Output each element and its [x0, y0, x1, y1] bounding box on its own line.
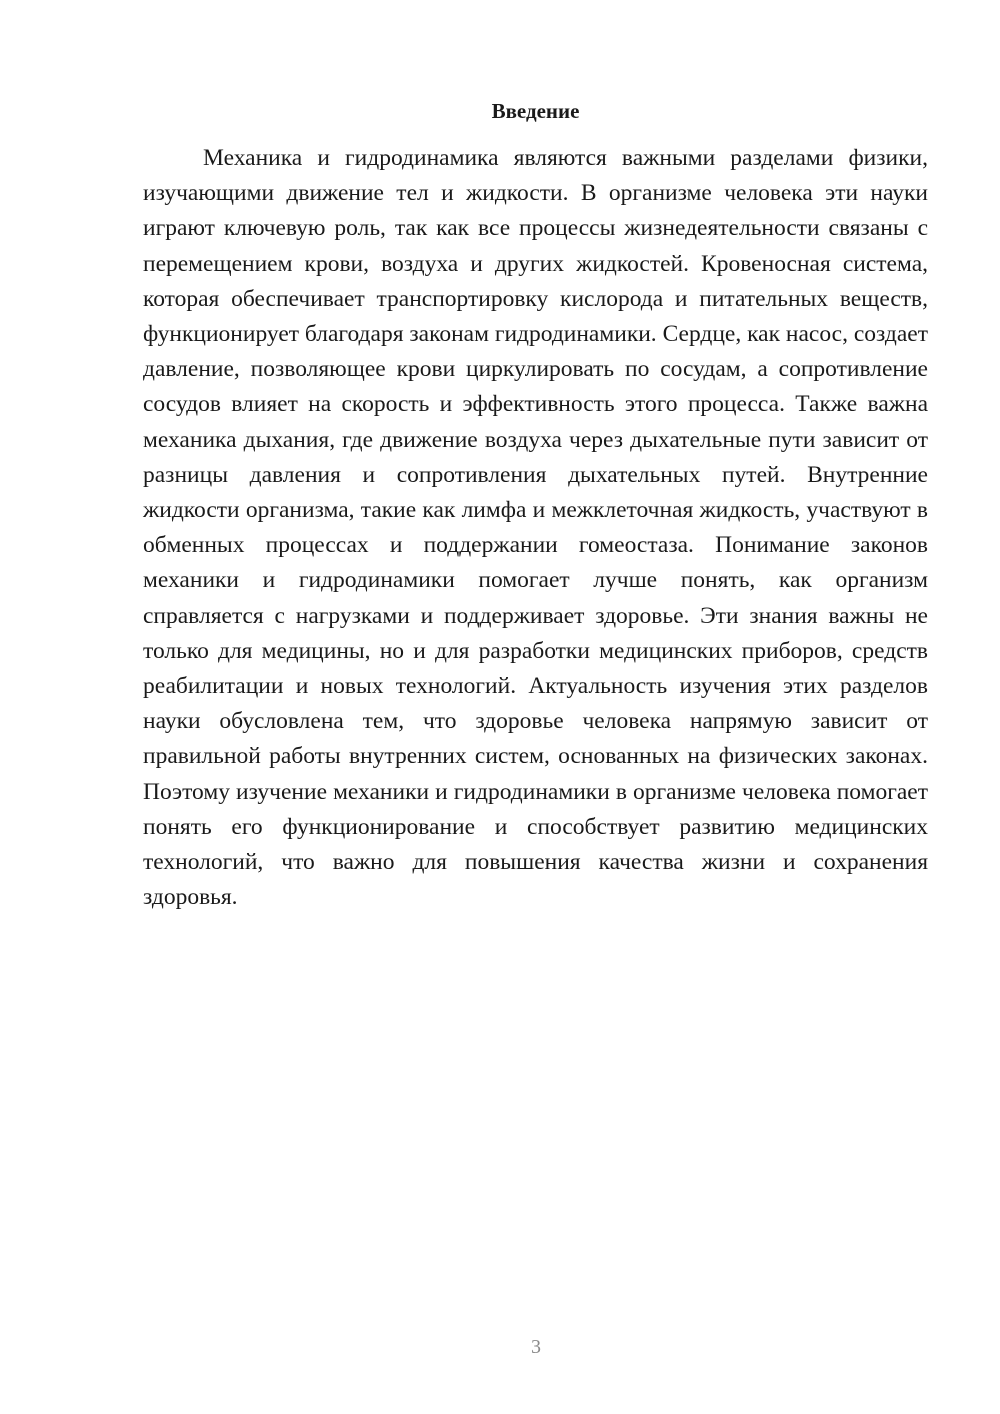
section-heading: Введение: [491, 99, 580, 123]
page-number: 3: [531, 1336, 541, 1358]
body-paragraph: Механика и гидродинамика являются важными разделами физики, изучающими движение тел и жидкости. В организме человека эти науки играют ключевую роль, так как все процессы жизнедеятельности связаны с перемещением крови, воздуха и других жидкостей. Кровеносная система, которая обеспечивает транспортировку кислорода и питательных веществ, функционирует благодаря законам гидродинамики. Сердце, как насос, создает давление, позволяющее крови циркулировать по сосудам, а сопротивление сосудов влияет на скорость и эффективность этого процесса. Также важна механика дыхания, где движение воздуха через дыхательные пути зависит от разницы давления и сопротивления дыхательных путей. Внутренние жидкости организма, такие как лимфа и межклеточная жидкость, участвуют в обменных процессах и поддержании гомеостаза. Понимание законов механики и гидродинамики помогает лучше понять, как организм справляется с нагрузками и поддерживает здоровье. Эти знания важны не только для медицины, но и для разработки медицинских приборов, средств реабилитации и новых технологий. Актуальность изучения этих разделов науки обусловлена тем, что здоровье человека напрямую зависит от правильной работы внутренних систем, основанных на физических законах. Поэтому изучение механики и гидродинамики в организме человека помогает понять его функционирование и способствует развитию медицинских технологий, что важно для повышения качества жизни и сохранения здоровья.: [143, 145, 928, 911]
